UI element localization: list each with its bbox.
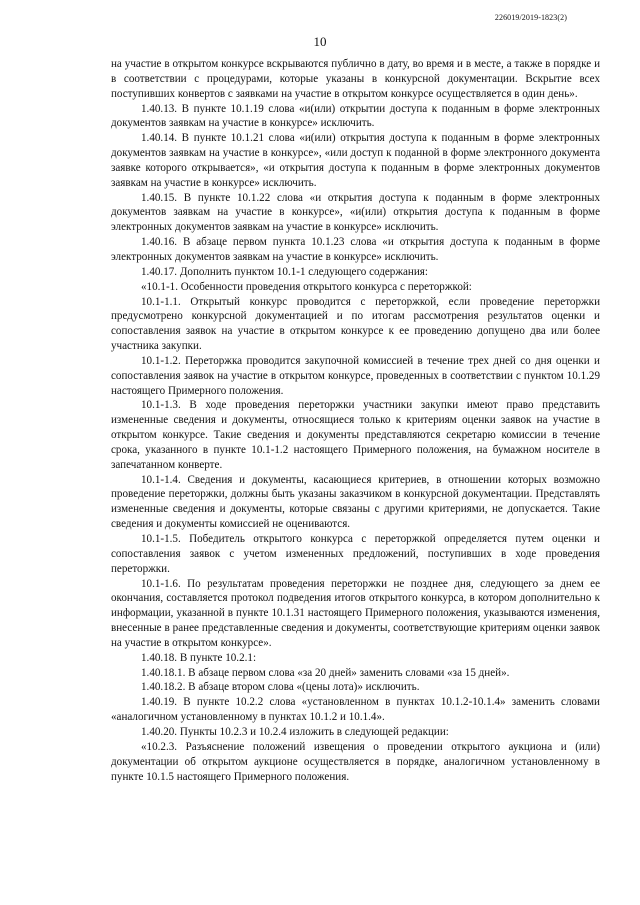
paragraph: 1.40.18. В пункте 10.2.1: bbox=[141, 651, 257, 664]
paragraph: 1.40.16. В абзаце первом пункта 10.1.23 слова «и открытия доступа к поданным в форме электронных документов заявкам на участие в конкурсе» исключить. bbox=[111, 236, 600, 263]
paragraph: 10.1-1.1. Открытый конкурс проводится с переторжкой, если проведение переторжки предусмотрено конкурсной документацией и по итогам рассмотрения результатов оценки и сопоставления заявок на участие в открытом конкурсе к ее проведению допущено два или более участника закупки. bbox=[111, 295, 600, 353]
paragraph: «10.2.3. Разъяснение положений извещения о проведении открытого аукциона и (или) документации об открытом аукционе осуществляется в порядке, аналогичном установленному в пункте 10.1.5 настоящего Примерного положения. bbox=[111, 740, 600, 783]
paragraph: «10.1-1. Особенности проведения открытого конкурса с переторжкой: bbox=[141, 280, 472, 293]
page-number: 10 bbox=[313, 34, 327, 49]
paragraph: 10.1-1.4. Сведения и документы, касающиеся критериев, в отношении которых возможно проведение переторжки, должны быть указаны заказчиком в конкурсной документации. Представлять измененные сведения и документы, которые связаны с другими критериями, не допускается. Такие сведения и документы комиссией не оцениваются. bbox=[111, 473, 600, 531]
paragraph: 10.1-1.5. Победитель открытого конкурса с переторжкой определяется путем оценки и сопоставления заявок с учетом измененных предложений, поступивших в ходе проведения переторжки. bbox=[111, 533, 600, 575]
paragraph: 1.40.13. В пункте 10.1.19 слова «и(или) открытии доступа к поданным в форме электронных документов заявкам на участие в конкурсе» исключить. bbox=[111, 102, 600, 130]
document-body bbox=[111, 57, 600, 784]
paragraph: на участие в открытом конкурсе вскрываются публично в дату, во время и в месте, а также в порядке и в соответствии с процедурами, которые указаны в конкурсной документации. Вскрытие всех поступивших конвертов с заявками на участие в открытом конкурсе осуществляется в один день». bbox=[111, 58, 600, 100]
document-id: 226019/2019-1823(2) bbox=[494, 13, 567, 22]
paragraph: 1.40.17. Дополнить пунктом 10.1-1 следующего содержания: bbox=[141, 265, 428, 278]
paragraph: 1.40.18.1. В абзаце первом слова «за 20 дней» заменить словами «за 15 дней». bbox=[141, 666, 510, 679]
paragraph: 1.40.20. Пункты 10.2.3 и 10.2.4 изложить в следующей редакции: bbox=[141, 725, 449, 738]
paragraph: 1.40.15. В пункте 10.1.22 слова «и открытия доступа к поданным в форме электронных документов заявкам на участие в конкурсе», «и(или) открытия доступа к поданным в форме электронных документов заявкам на участие в конкурсе» исключить. bbox=[111, 191, 600, 234]
paragraph: 10.1-1.2. Переторжка проводится закупочной комиссией в течение трех дней со дня оценки и сопоставления заявок на участие в открытом конкурсе, проведенных в соответствии с пунктом 10.1.29 настоящего Примерного положения. bbox=[111, 354, 600, 397]
paragraph: 1.40.19. В пункте 10.2.2 слова «установленном в пунктах 10.1.2-10.1.4» заменить словами «аналогичном установленному в пунктах 10.1.2 и 10.1.4». bbox=[111, 696, 600, 724]
paragraph: 10.1-1.6. По результатам проведения переторжки не позднее дня, следующего за днем ее окончания, составляется протокол подведения итогов открытого конкурса, в котором дополнительно к информации, указанной в пункте 10.1.31 настоящего Примерного положения, указываются изменения, внесенные в ранее представленные сведения и документы, соответствующие критериям оценки заявок на участие в открытом конкурсе». bbox=[111, 577, 600, 649]
paragraph: 1.40.18.2. В абзаце втором слова «(цены лота)» исключить. bbox=[141, 681, 420, 694]
paragraph: 1.40.14. В пункте 10.1.21 слова «и(или) открытия доступа к поданным в форме электронных документов заявкам на участие в конкурсе», «или доступ к поданной в форме электронного документа заявке которого открывается», «и открытия доступа к поданным в форме электронных документов заявкам на участие в конкурсе» исключить. bbox=[111, 132, 600, 189]
paragraph: 10.1-1.3. В ходе проведения переторжки участники закупки имеют право представить измененные сведения и документы, относящиеся только к критериям оценки заявок на участие в открытом конкурсе. Такие сведения и документы представляются секретарю комиссии в течение срока, указанного в пункте 10.1-1.2 настоящего Примерного положения, на бумажном носителе в запечатанном конверте. bbox=[111, 399, 600, 471]
